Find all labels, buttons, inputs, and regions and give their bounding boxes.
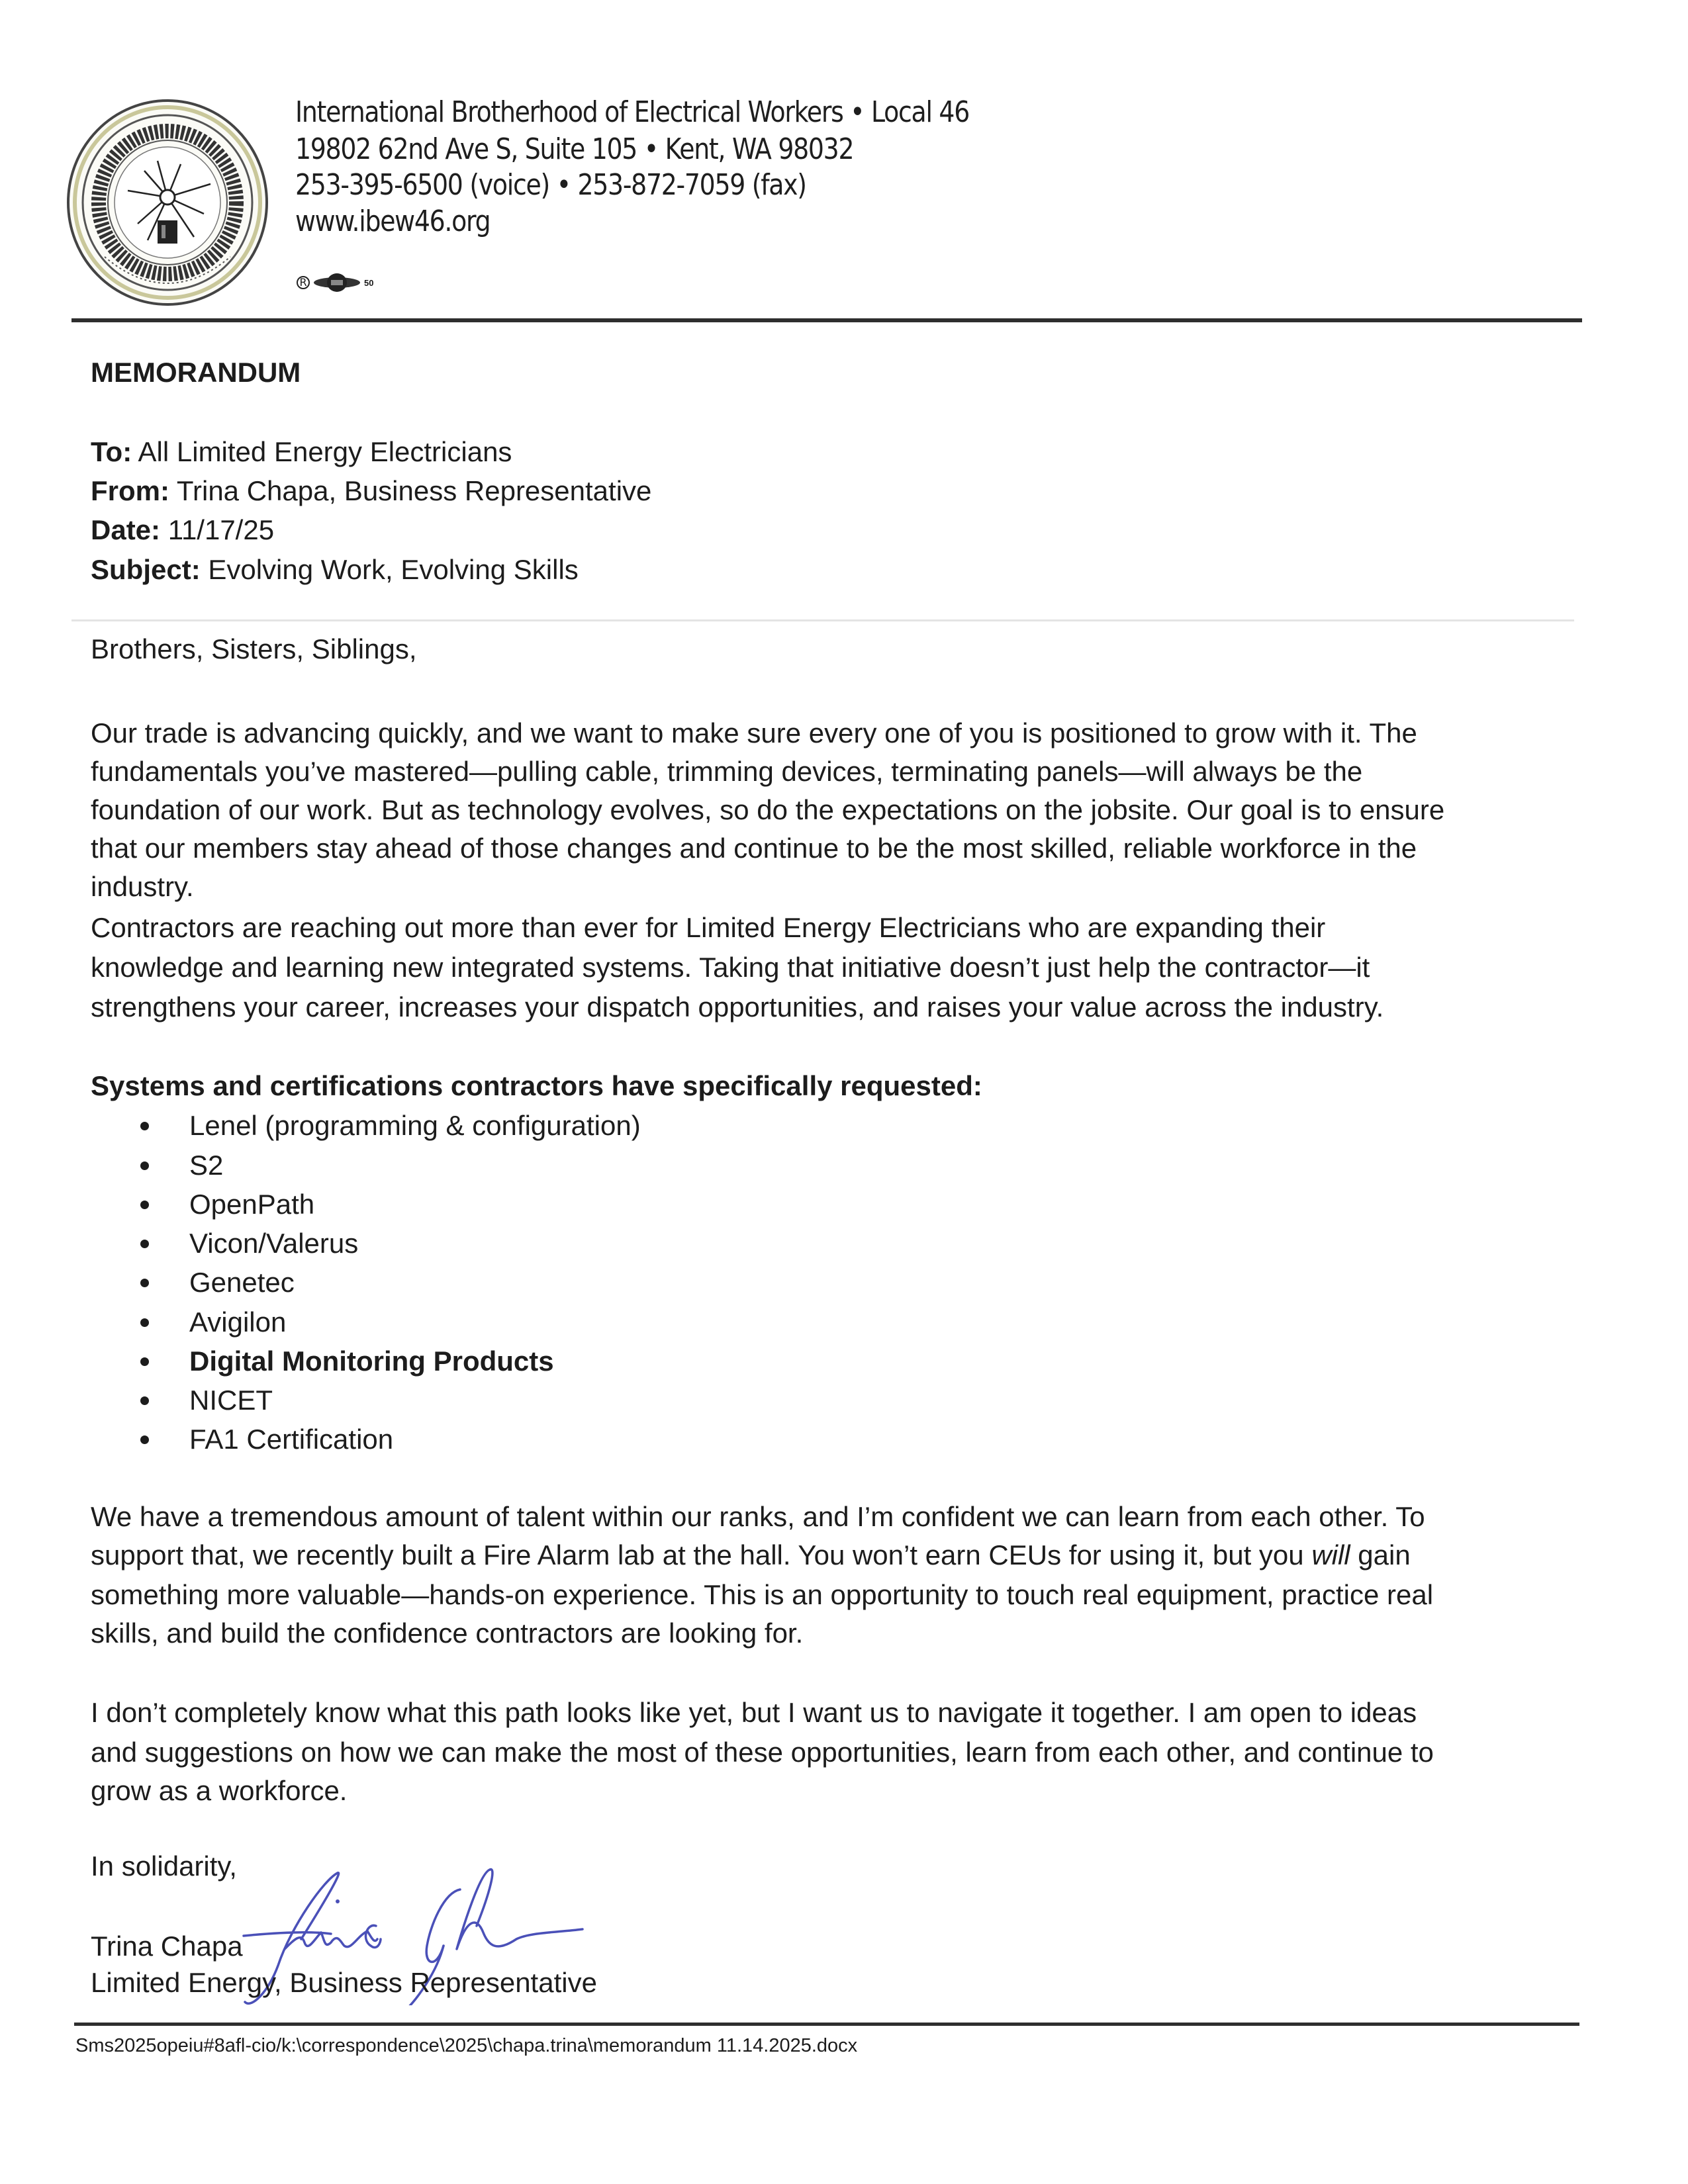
bullet-icon [140,1201,149,1209]
bullet-icon [140,1318,149,1327]
valediction: In solidarity, [91,1850,237,1882]
bullet-icon [140,1161,149,1170]
paragraph-line: skills, and build the confidence contractors are looking for. [91,1617,804,1649]
paragraph-line: grow as a workforce. [91,1775,348,1806]
bullet-icon [140,1122,149,1130]
signer-title: Limited Energy, Business Representative [91,1967,597,1998]
paragraph-line: We have a tremendous amount of talent within our ranks, and I’m confident we can learn from each other. To [91,1501,1425,1532]
list-item [140,1112,641,1140]
list-item-label: Lenel (programming & configuration) [189,1110,641,1141]
date-value: 11/17/25 [160,514,275,545]
paragraph-line: something more valuable—hands-on experience. This is an opportunity to touch real equipment, practice real [91,1579,1434,1610]
org-name: International Brotherhood of Electrical Workers • Local 46 [295,95,969,129]
memo-header-divider [71,619,1574,621]
list-item [140,1347,554,1375]
paragraph-line: foundation of our work. But as technology evolves, so do the expectations on the jobsite. Our goal is to ensure [91,794,1445,825]
list-item-label: Digital Monitoring Products [189,1345,554,1377]
list-item [140,1152,223,1179]
bullet-icon [140,1279,149,1287]
header-divider [71,318,1582,322]
org-website[interactable]: www.ibew46.org [295,205,491,238]
footer-divider [74,2023,1579,2026]
list-item-label: FA1 Certification [189,1424,394,1455]
date-label: Date: [91,514,161,545]
list-item-label: Avigilon [189,1306,287,1338]
list-item-label: Genetec [189,1267,295,1298]
paragraph-line: and suggestions on how we can make the most of these opportunities, learn from each other, and continue to [91,1737,1434,1768]
paragraph-line [91,1541,1411,1569]
from-value: Trina Chapa, Business Representative [169,475,652,506]
list-item [140,1387,273,1414]
paragraph-line: Our trade is advancing quickly, and we want to make sure every one of you is positioned to grow with it. The [91,717,1417,749]
list-item [140,1230,358,1257]
list-item [140,1191,314,1218]
salutation: Brothers, Sisters, Siblings, [91,633,417,664]
ibew-seal-logo [65,98,270,307]
list-item-label: Vicon/Valerus [189,1228,359,1259]
bullet-icon [140,1435,149,1444]
list-item-label: NICET [189,1385,273,1416]
memo-from [91,477,651,505]
letterhead [0,0,1688,331]
from-label: From: [91,475,169,506]
memo-subject [91,556,579,584]
list-item [140,1269,295,1297]
signer-name: Trina Chapa [91,1931,243,1962]
org-address: 19802 62nd Ave S, Suite 105 • Kent, WA 98032 [295,132,854,166]
line-text: support that, we recently built a Fire Alarm lab at the hall. You won’t earn CEUs for using it, but you [91,1539,1312,1570]
paragraph-line: I don’t completely know what this path looks like yet, but I want us to navigate it together. I am open to ideas [91,1697,1417,1728]
paragraph-line: strengthens your career, increases your dispatch opportunities, and raises your value across the industry. [91,991,1384,1023]
union-bug [297,273,373,293]
subject-value: Evolving Work, Evolving Skills [200,554,579,585]
memo-title: MEMORANDUM [91,357,301,388]
list-heading: Systems and certifications contractors have specifically requested: [91,1070,982,1101]
to-label: To: [91,436,132,467]
memo-to [91,438,512,466]
union-bug-number: 50 [364,277,374,288]
bullet-icon [140,1240,149,1248]
paragraph-line: Contractors are reaching out more than ever for Limited Energy Electricians who are expanding their [91,912,1326,943]
paragraph-line: knowledge and learning new integrated systems. Taking that initiative doesn’t just help the contractor—it [91,952,1370,983]
emphasis-text: will [1311,1539,1350,1570]
list-item-label: OpenPath [189,1189,315,1220]
line-text-tail: gain [1350,1539,1411,1570]
to-value: All Limited Energy Electricians [132,436,512,467]
org-phone: 253-395-6500 (voice) • 253-872-7059 (fax) [295,168,806,202]
list-item [140,1308,286,1336]
bullet-icon [140,1396,149,1405]
subject-label: Subject: [91,554,201,585]
bullet-icon [140,1357,149,1366]
paragraph-line: industry. [91,871,194,902]
registered-mark-icon: R [297,276,310,289]
paragraph-line: that our members stay ahead of those changes and continue to be the most skilled, reliable workforce in the [91,833,1417,864]
list-item-label: S2 [189,1150,224,1181]
list-item [140,1426,393,1453]
paragraph-line: fundamentals you’ve mastered—pulling cable, trimming devices, terminating panels—will always be the [91,756,1363,787]
memo-date [91,516,274,544]
file-reference: Sms2025opeiu#8afl-cio/k:\correspondence\2025\chapa.trina\memorandum 11.14.2025.docx [75,2035,858,2056]
union-bug-icon [312,273,361,293]
